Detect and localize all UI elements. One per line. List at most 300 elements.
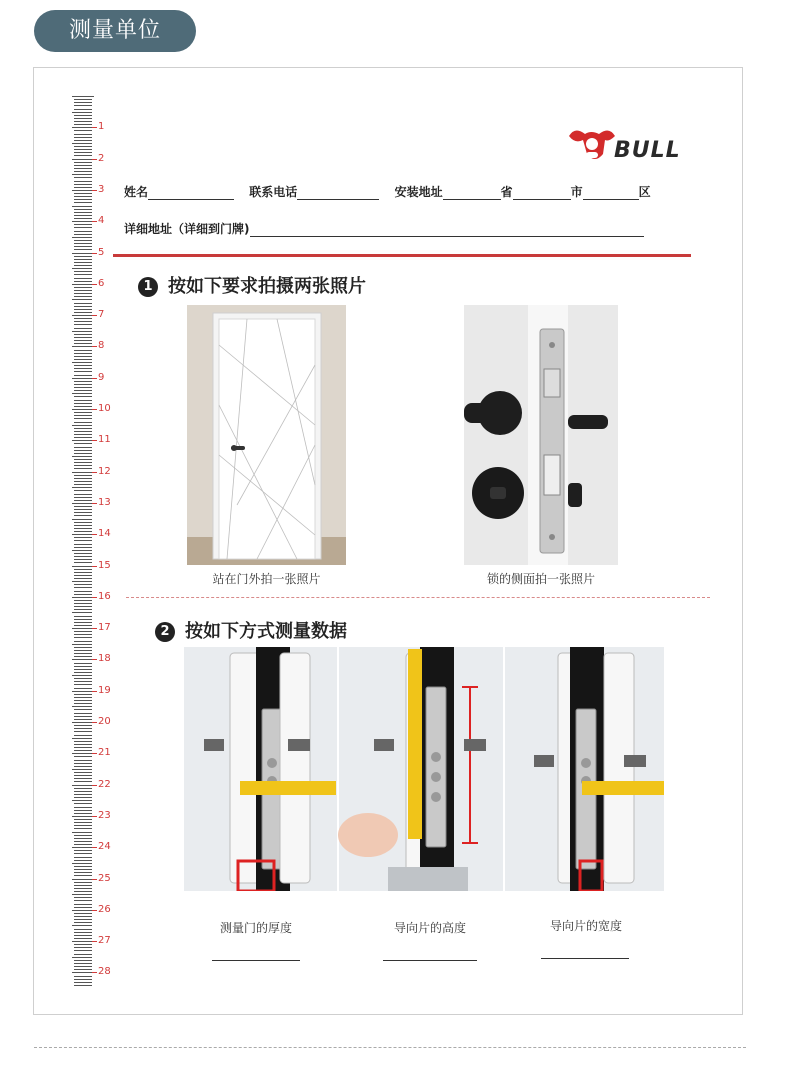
ruler-tick — [72, 174, 92, 175]
bottom-dashed-divider — [34, 1047, 746, 1048]
district-label: 区 — [638, 185, 651, 199]
ruler-tick — [74, 966, 92, 967]
province-field[interactable] — [513, 187, 571, 200]
ruler-tick — [74, 835, 92, 836]
step-2-title: 按如下方式测量数据 — [185, 621, 347, 642]
ruler-tick — [74, 218, 92, 219]
ruler-tick — [74, 334, 92, 335]
ruler-tick — [74, 459, 92, 460]
ruler-tick — [74, 850, 92, 851]
step-2-heading — [155, 617, 347, 643]
ruler-tick — [74, 500, 92, 501]
ruler-tick — [74, 669, 92, 670]
ruler-tick — [74, 656, 92, 657]
ruler-tick — [74, 281, 92, 282]
ruler-tick — [74, 781, 92, 782]
height-answer-field[interactable] — [383, 960, 477, 961]
ruler-tick — [74, 343, 92, 344]
ruler-label: 28 — [98, 966, 111, 978]
ruler-tick — [74, 202, 92, 203]
ruler-label: 8 — [98, 340, 105, 352]
ruler-major-mark — [92, 346, 97, 347]
ruler-major-mark — [92, 597, 97, 598]
ruler-tick — [74, 484, 92, 485]
ruler — [40, 93, 111, 988]
ruler-tick — [74, 371, 92, 372]
ruler-tick — [74, 578, 92, 579]
ruler-tick — [74, 647, 92, 648]
ruler-tick — [74, 418, 92, 419]
lock-side-photo — [464, 305, 618, 565]
ruler-tick — [74, 728, 92, 729]
ruler-tick — [74, 462, 92, 463]
ruler-label: 13 — [98, 496, 111, 508]
ruler-tick — [74, 434, 92, 435]
ruler-tick — [74, 134, 92, 135]
ruler-tick — [72, 362, 92, 363]
ruler-major-mark — [92, 440, 97, 441]
ruler-tick — [74, 155, 92, 156]
ruler-tick — [72, 941, 94, 942]
ruler-tick — [72, 284, 94, 285]
ruler-tick — [74, 828, 92, 829]
ruler-tick — [72, 659, 94, 660]
detail-address-label: 详细地址（详细到门牌) — [124, 222, 250, 236]
ruler-tick — [74, 115, 92, 116]
ruler-tick — [74, 396, 92, 397]
ruler-tick — [74, 844, 92, 845]
ruler-tick — [74, 209, 92, 210]
ruler-tick — [74, 747, 92, 748]
ruler-tick — [74, 556, 92, 557]
ruler-tick — [74, 744, 92, 745]
ruler-major-mark — [92, 879, 97, 880]
ruler-tick — [72, 519, 92, 520]
measure-caption-thickness: 测量门的厚度 — [219, 921, 292, 935]
dashed-divider — [126, 597, 710, 598]
ruler-tick — [72, 456, 92, 457]
ruler-tick — [74, 603, 92, 604]
ruler-tick — [74, 412, 92, 413]
thickness-answer-field[interactable] — [212, 960, 300, 961]
ruler-tick — [72, 221, 94, 222]
ruler-tick — [74, 265, 92, 266]
ruler-tick — [74, 384, 92, 385]
ruler-tick — [74, 872, 92, 873]
city-field[interactable] — [583, 187, 639, 200]
ruler-tick — [74, 337, 92, 338]
ruler-tick — [74, 569, 92, 570]
ruler-tick — [72, 691, 94, 692]
ruler-tick — [74, 907, 92, 908]
ruler-tick — [74, 196, 92, 197]
phone-label: 联系电话 — [249, 185, 298, 199]
ruler-tick — [74, 637, 92, 638]
ruler-tick — [74, 234, 92, 235]
ruler-tick — [74, 531, 92, 532]
ruler-major-mark — [92, 159, 97, 160]
ruler-tick — [74, 591, 92, 592]
ruler-tick — [74, 913, 92, 914]
ruler-tick — [74, 794, 92, 795]
ruler-tick — [72, 785, 94, 786]
ruler-label: 1 — [98, 121, 105, 133]
ruler-tick — [74, 212, 92, 213]
ruler-tick — [74, 919, 92, 920]
ruler-tick — [74, 137, 92, 138]
ruler-tick — [74, 678, 92, 679]
step-1-heading — [138, 272, 366, 298]
ruler-label: 15 — [98, 559, 111, 571]
ruler-tick — [74, 321, 92, 322]
ruler-major-mark — [92, 722, 97, 723]
ruler-tick — [74, 559, 92, 560]
step-1-title: 按如下要求拍摄两张照片 — [168, 276, 366, 297]
ruler-major-mark — [92, 659, 97, 660]
brand-name: BULL — [614, 138, 681, 163]
ruler-tick — [74, 274, 92, 275]
ruler-tick — [72, 96, 94, 97]
ruler-tick — [74, 725, 92, 726]
ruler-label: 6 — [98, 277, 105, 289]
ruler-tick — [74, 766, 92, 767]
ruler-tick — [74, 929, 92, 930]
ruler-label: 3 — [98, 183, 105, 195]
ruler-tick — [74, 807, 92, 808]
ruler-tick — [74, 287, 92, 288]
name-field[interactable] — [148, 187, 234, 200]
ruler-major-mark — [92, 190, 97, 191]
detail-address-row — [124, 220, 644, 237]
ruler-label: 26 — [98, 903, 111, 915]
ruler-tick — [74, 246, 92, 247]
section-title: 测量单位 — [68, 18, 161, 43]
ruler-tick — [72, 143, 92, 144]
ruler-label: 11 — [98, 434, 111, 446]
ruler-tick — [74, 453, 92, 454]
ruler-major-mark — [92, 127, 97, 128]
ruler-tick — [72, 503, 94, 504]
step-1-number: 1 — [138, 277, 158, 297]
ruler-tick — [72, 644, 92, 645]
ruler-tick — [74, 813, 92, 814]
ruler-tick — [74, 609, 92, 610]
detail-address-field[interactable] — [250, 224, 644, 237]
ruler-tick — [74, 171, 92, 172]
ruler-tick — [74, 118, 92, 119]
ruler-tick — [72, 299, 92, 300]
phone-field[interactable] — [297, 187, 379, 200]
ruler-tick — [74, 312, 92, 313]
ruler-tick — [74, 916, 92, 917]
ruler-label: 2 — [98, 152, 105, 164]
ruler-tick — [74, 944, 92, 945]
city-label: 市 — [570, 185, 583, 199]
ruler-tick — [72, 393, 92, 394]
ruler-tick — [74, 293, 92, 294]
ruler-tick — [74, 697, 92, 698]
ruler-tick — [74, 672, 92, 673]
ruler-tick — [74, 437, 92, 438]
ruler-tick — [74, 947, 92, 948]
ruler-tick — [72, 472, 94, 473]
ruler-tick — [74, 838, 92, 839]
ruler-tick — [72, 268, 92, 269]
ruler-tick — [74, 594, 92, 595]
ruler-major-mark — [92, 315, 97, 316]
ruler-label: 24 — [98, 841, 111, 853]
ruler-tick — [72, 315, 94, 316]
ruler-tick — [74, 512, 92, 513]
ruler-tick — [74, 259, 92, 260]
ruler-major-mark — [92, 847, 97, 848]
ruler-tick — [72, 127, 94, 128]
width-answer-field[interactable] — [541, 958, 629, 959]
ruler-tick — [74, 857, 92, 858]
ruler-tick — [74, 390, 92, 391]
ruler-tick — [72, 190, 94, 191]
ruler-tick — [74, 447, 92, 448]
ruler-label: 14 — [98, 528, 111, 540]
ruler-tick — [74, 938, 92, 939]
ruler-tick — [72, 112, 92, 113]
ruler-tick — [74, 509, 92, 510]
ruler-tick — [74, 415, 92, 416]
ruler-tick — [74, 985, 92, 986]
ruler-tick — [74, 976, 92, 977]
ruler-major-mark — [92, 378, 97, 379]
ruler-tick — [74, 982, 92, 983]
ruler-tick — [74, 653, 92, 654]
ruler-tick — [74, 866, 92, 867]
ruler-tick — [74, 625, 92, 626]
ruler-label: 10 — [98, 403, 111, 414]
ruler-tick — [74, 716, 92, 717]
ruler-tick — [74, 634, 92, 635]
measurement-photos — [184, 647, 664, 891]
ruler-major-mark — [92, 253, 97, 254]
ruler-label: 18 — [98, 653, 111, 665]
ruler-tick — [74, 400, 92, 401]
name-label: 姓名 — [124, 185, 149, 199]
ruler-tick — [74, 756, 92, 757]
measure-caption-height: 导向片的高度 — [393, 921, 466, 935]
ruler-tick — [74, 885, 92, 886]
ruler-tick — [74, 875, 92, 876]
ruler-tick — [74, 124, 92, 125]
ruler-tick — [74, 146, 92, 147]
ruler-tick — [74, 475, 92, 476]
ruler-tick — [72, 612, 92, 613]
ruler-tick — [74, 904, 92, 905]
ruler-tick — [74, 121, 92, 122]
ruler-tick — [74, 803, 92, 804]
ruler-tick — [74, 882, 92, 883]
ruler-tick — [74, 681, 92, 682]
ruler-tick — [74, 522, 92, 523]
ruler-major-mark — [92, 566, 97, 567]
ruler-tick — [74, 606, 92, 607]
ruler-tick — [74, 666, 92, 667]
ruler-tick — [74, 506, 92, 507]
measurement-illustration-icon — [184, 647, 664, 891]
ruler-tick — [74, 193, 92, 194]
measure-caption-width: 导向片的宽度 — [549, 919, 622, 933]
ruler-tick — [72, 894, 92, 895]
ruler-tick — [74, 979, 92, 980]
ruler-tick — [74, 140, 92, 141]
ruler-tick — [74, 631, 92, 632]
ruler-tick — [74, 177, 92, 178]
ruler-tick — [72, 738, 92, 739]
ruler-tick — [72, 159, 94, 160]
ruler-tick — [74, 227, 92, 228]
ruler-tick — [74, 165, 92, 166]
ruler-tick — [74, 105, 92, 106]
ruler-tick — [74, 709, 92, 710]
ruler-tick — [74, 199, 92, 200]
ruler-tick — [72, 753, 94, 754]
ruler-tick — [74, 184, 92, 185]
ruler-tick — [74, 735, 92, 736]
ruler-tick — [74, 465, 92, 466]
ruler-tick — [72, 550, 92, 551]
ruler-tick — [72, 910, 94, 911]
ruler-tick — [72, 440, 94, 441]
ruler-label: 12 — [98, 465, 111, 477]
ruler-tick — [74, 303, 92, 304]
ruler-tick — [74, 775, 92, 776]
ruler-tick — [74, 350, 92, 351]
ruler-tick — [72, 206, 92, 207]
ruler-tick — [74, 187, 92, 188]
ruler-label: 25 — [98, 872, 111, 884]
ruler-tick — [74, 130, 92, 131]
ruler-tick — [74, 616, 92, 617]
ruler-tick — [74, 99, 92, 100]
ruler-major-mark — [92, 691, 97, 692]
ruler-tick — [72, 816, 94, 817]
ruler-tick — [74, 584, 92, 585]
ruler-tick — [74, 860, 92, 861]
ruler-tick — [74, 684, 92, 685]
ruler-tick — [74, 797, 92, 798]
ruler-tick — [74, 515, 92, 516]
ruler-tick — [74, 897, 92, 898]
ruler-tick — [74, 954, 92, 955]
ruler-tick — [74, 240, 92, 241]
ruler-tick — [74, 497, 92, 498]
ruler-tick — [74, 641, 92, 642]
divider-red — [113, 254, 691, 257]
ruler-tick — [74, 368, 92, 369]
ruler-major-mark — [92, 785, 97, 786]
ruler-tick — [74, 318, 92, 319]
ruler-tick — [72, 409, 94, 410]
ruler-tick — [72, 769, 92, 770]
ruler-tick — [72, 346, 94, 347]
ruler-tick — [74, 969, 92, 970]
ruler-tick — [72, 487, 92, 488]
ruler-label: 21 — [98, 747, 111, 759]
ruler-major-mark — [92, 972, 97, 973]
ruler-tick — [72, 800, 92, 801]
ruler-tick — [74, 650, 92, 651]
ruler-tick — [74, 562, 92, 563]
ruler-tick — [74, 224, 92, 225]
ruler-tick — [74, 481, 92, 482]
ruler-major-mark — [92, 941, 97, 942]
ruler-major-mark — [92, 503, 97, 504]
ruler-tick — [74, 719, 92, 720]
ruler-tick — [74, 306, 92, 307]
ruler-tick — [74, 109, 92, 110]
lock-illustration-icon — [464, 305, 618, 565]
ruler-label: 9 — [98, 371, 105, 383]
ruler-tick — [74, 271, 92, 272]
ruler-tick — [74, 494, 92, 495]
door-photo-caption: 站在门外拍一张照片 — [212, 572, 321, 586]
ruler-tick — [74, 788, 92, 789]
ruler-label: 7 — [98, 309, 105, 321]
ruler-tick — [72, 425, 92, 426]
ruler-tick — [74, 375, 92, 376]
ruler-tick — [72, 957, 92, 958]
ruler-major-mark — [92, 910, 97, 911]
ruler-tick — [72, 331, 92, 332]
ruler-tick — [72, 879, 94, 880]
ruler-tick — [74, 713, 92, 714]
ruler-tick — [74, 278, 92, 279]
ruler-tick — [74, 387, 92, 388]
door-illustration-icon — [187, 305, 346, 565]
ruler-tick — [72, 237, 92, 238]
ruler-tick — [74, 619, 92, 620]
ruler-tick — [74, 231, 92, 232]
ruler-tick — [74, 960, 92, 961]
ruler-tick — [74, 810, 92, 811]
ruler-tick — [74, 540, 92, 541]
install-field[interactable] — [443, 187, 501, 200]
ruler-tick — [74, 700, 92, 701]
ruler-tick — [74, 544, 92, 545]
ruler-tick — [74, 102, 92, 103]
ruler-tick — [74, 891, 92, 892]
ruler-tick — [74, 468, 92, 469]
ruler-tick — [74, 760, 92, 761]
ruler-tick — [74, 525, 92, 526]
ruler-label: 16 — [98, 590, 111, 602]
ruler-tick — [74, 256, 92, 257]
ruler-tick — [74, 888, 92, 889]
ruler-tick — [72, 675, 92, 676]
ruler-tick — [74, 822, 92, 823]
ruler-tick — [74, 763, 92, 764]
ruler-tick — [74, 328, 92, 329]
ruler-tick — [74, 431, 92, 432]
ruler-tick — [72, 706, 92, 707]
install-label: 安装地址 — [394, 185, 443, 199]
ruler-label: 22 — [98, 778, 111, 790]
ruler-tick — [72, 847, 94, 848]
ruler-tick — [74, 243, 92, 244]
ruler-tick — [74, 356, 92, 357]
ruler-tick — [72, 925, 92, 926]
ruler-tick — [74, 296, 92, 297]
ruler-tick — [74, 869, 92, 870]
province-label: 省 — [500, 185, 513, 199]
ruler-tick — [72, 581, 92, 582]
